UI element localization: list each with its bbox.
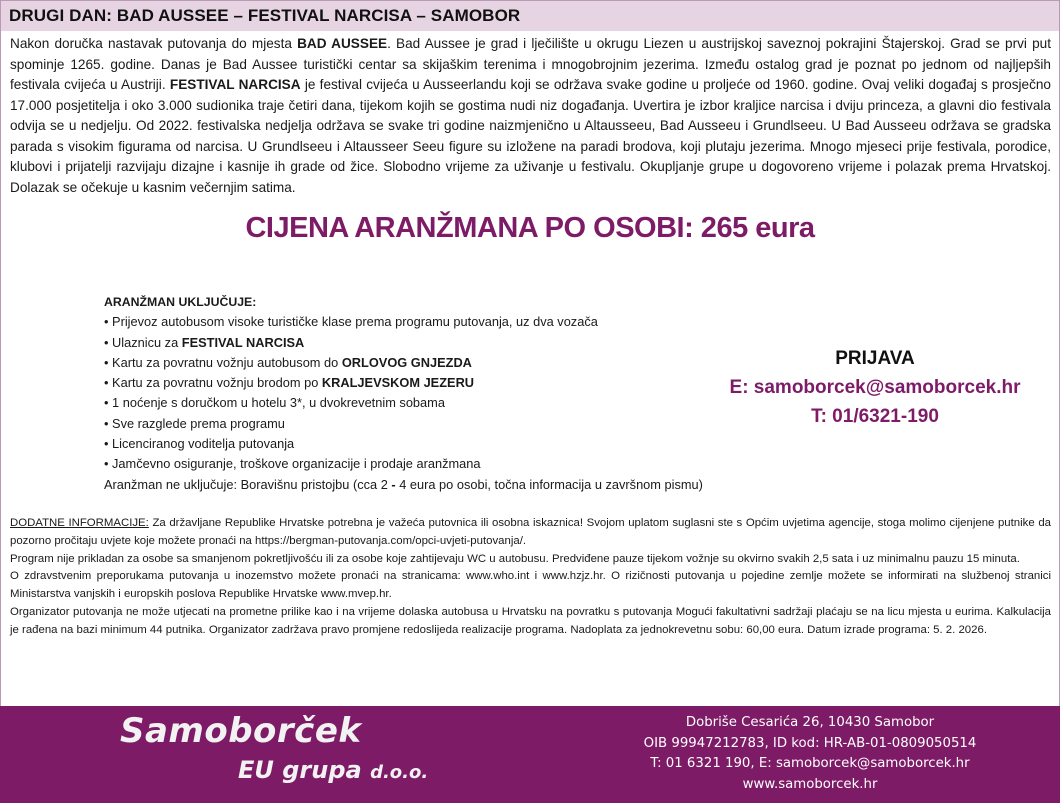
company-phone-email[interactable]: T: 01 6321 190, E: samoborcek@samoborcek.hr [650,756,970,771]
place-bad-aussee: BAD AUSSEE [297,36,388,51]
company-logo-subtitle: EU grupa d.o.o. [238,756,429,784]
excludes-note: Aranžman ne uključuje: Boravišnu pristojbu (cca 2 - 4 eura po osobi, točna informacija u završnom pismu) [104,476,703,492]
day-description [10,34,1051,198]
includes-heading: ARANŽMAN UKLJUČUJE: [104,295,257,309]
description-text: Nakon doručka nastavak putovanja do mjesta [10,36,298,51]
festival-name: FESTIVAL NARCISA [169,77,301,92]
price-heading: CIJENA ARANŽMANA PO OSOBI: 265 eura [245,212,815,244]
company-address: Dobriše Cesarića 26, 10430 Samobor [685,715,935,730]
booking-phone-link[interactable]: T: 01/6321-190 [811,406,939,427]
includes-item: • Sve razglede prema programu [104,415,285,431]
includes-item: • Prijevoz autobusom visoke turističke klase prema programu putovanja, uz dva vozača [104,314,598,330]
description-text: . Bad Aussee je grad i lječilište u okrugu Liezen u austrijskoj saveznoj pokrajini Štajerskoj. Grad se prvi put spominje 1265. godine. Danas je Bad Aussee turistički centar sa skijaškim terenima i mnogobrojnim jezerima. Između ostalog grad je poznat po jednom od najljepših festivala cvijeća u Austriji. [10,36,1052,92]
includes-item: • Jamčevno osiguranje, troškove organizacije i prodaje aranžmana [104,456,481,472]
includes-item: • Ulaznicu za FESTIVAL NARCISA [104,334,305,350]
company-ids: OIB 99947212783, ID kod: HR-AB-01-0809050514 [643,735,977,751]
info-paragraph: Organizator putovanja ne može utjecati na prometne prilike kao i na vrijeme dolaska autobusa u Hrvatsku na povratku s putovanja Mogući fakultativni sadržaji plaćaju se na licu mjesta u eurima. Kalkulacija je rađena na bazi minimum 44 putnika. Organizator zadržava pravo promjene redoslijeda realizacije programa. Nadoplata za jednokrevetnu sobu: 60,00 eura. Datum izrade programa: 5. 2. 2026. [10,605,1051,636]
footer [0,706,1060,803]
booking-box [700,344,1050,431]
includes-item: • Kartu za povratnu vožnju autobusom do ORLOVOG GNJEZDA [104,354,472,370]
company-contact [600,713,1020,795]
info-paragraph: DODATNE INFORMACIJE: Za državljane Republike Hrvatske potrebna je važeća putovnica ili osobna iskaznica! Svojom uplatom suglasni ste s Općim uvjetima agencije, stoga molimo cijenjene putnike da pozorno pročitaju uvjete koje možete pronaći na https://bergman-putovanja.com/opci-uvjeti-putovanja/. [10,517,1051,547]
info-label: DODATNE INFORMACIJE: [10,517,149,529]
booking-email-link[interactable]: E: samoborcek@samoborcek.hr [729,377,1021,398]
company-logo: Samoborček [120,711,362,751]
includes-item: • 1 noćenje s doručkom u hotelu 3*, u dvokrevetnim sobama [104,395,445,411]
description-text: je festival cvijeća u Ausseerlandu koji se održava svake godine u proljeće od 1960. godine. Ovaj veliki događaj s prosječno 17.000 posjetitelja i oko 3.000 sudionika traje četiri dana, tijekom kojih se gostima nudi niz događanja. Uvertira je izbor kraljice narcisa i dviju princeza, a glavni dio festivala odvija se u nedjelju. Od 2022. festivalska nedjelja održava se svake tri godine naizmjenično u Altausseeu, Bad Ausseeu i Grundlseeu. U Bad Ausseeu održava se gradska parada s visokim figurama od narcisa. U Grundlseeu i Altausseer Seeu figure su izložene na paradi brodova, koji plutaju jezerima. Mnogo mjeseci prije festivala, porodice, klubovi i prijatelji razvijaju dizajne i kasnije ih grade od žice. Slobodno vrijeme za uživanje u festivalu. Okupljanje grupe u dogovoreno vrijeme i polazak prema Hrvatskoj. Dolazak se očekuje u kasnim večernjim satima. [10,77,1051,195]
includes-list [104,292,804,495]
includes-item: • Kartu za povratnu vožnju brodom po KRALJEVSKOM JEZERU [104,375,475,391]
day-header [0,0,1060,31]
company-website-link[interactable]: www.samoborcek.hr [742,776,878,792]
additional-info [10,515,1051,640]
includes-item: • Licenciranog voditelja putovanja [104,436,295,452]
info-paragraph: O zdravstvenim preporukama putovanja u inozemstvo možete pronaći na stranicama: www.who.int i www.hzjz.hr. O rizičnosti putovanja u pojedine zemlje možete se informirati na službenoj stranici Ministarstva vanjskih i europskih poslova Republike Hrvatske www.mvep.hr. [10,570,1051,601]
booking-title: PRIJAVA [835,348,915,369]
info-paragraph: Program nije prikladan za osobe sa smanjenom pokretljivošću ili za osobe koje zahtijevaju WC u autobusu. Predviđene pauze tijekom vožnje su okvirno svakih 2,5 sata i uz minimalnu pauzu 15 minuta. [10,552,1020,565]
day-title: DRUGI DAN: BAD AUSSEE – FESTIVAL NARCISA – SAMOBOR [9,6,521,25]
